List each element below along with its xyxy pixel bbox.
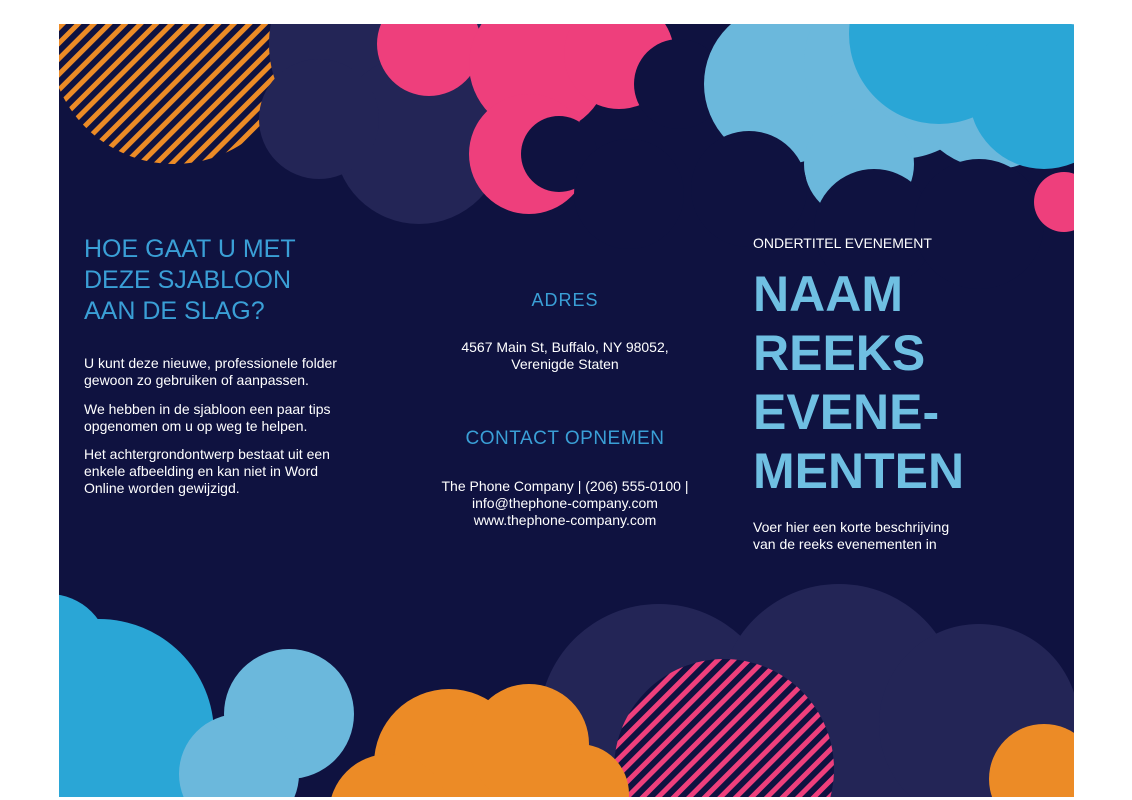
paragraph-line: opgenomen om u op weg te helpen. — [84, 418, 308, 434]
left-paragraph-3 — [84, 446, 384, 497]
event-title-line: MENTEN — [753, 443, 965, 499]
contact-heading: CONTACT OPNEMEN — [465, 428, 665, 449]
brochure-page — [59, 24, 1074, 797]
contact-line-website: www.thephone-company.com — [473, 512, 657, 528]
paragraph-line: Het achtergrondontwerp bestaat uit een — [84, 446, 330, 462]
paragraph-line: gewoon zo gebruiken of aanpassen. — [84, 372, 309, 388]
event-subtitle: ONDERTITEL EVENEMENT — [753, 235, 932, 251]
left-heading-line: AAN DE SLAG? — [84, 297, 265, 325]
event-title-line: EVENE- — [753, 384, 940, 440]
event-title-line: NAAM — [753, 266, 903, 322]
paragraph-line: U kunt deze nieuwe, professionele folder — [84, 355, 337, 371]
event-title-line: REEKS — [753, 325, 926, 381]
address-heading: ADRES — [531, 290, 599, 310]
contact-line-phone: The Phone Company | (206) 555-0100 | — [441, 478, 689, 494]
left-heading-line: DEZE SJABLOON — [84, 266, 291, 294]
left-heading-line: HOE GAAT U MET — [84, 235, 296, 263]
event-description-line: Voer hier een korte beschrijving — [753, 519, 950, 535]
left-paragraph-1 — [84, 355, 384, 389]
paragraph-line: Online worden gewijzigd. — [84, 480, 240, 496]
paragraph-line: enkele afbeelding en kan niet in Word — [84, 463, 319, 479]
striped-circle-top-left — [59, 24, 299, 164]
contact-line-email: info@thephone-company.com — [472, 495, 658, 511]
address-line: 4567 Main St, Buffalo, NY 98052, — [461, 339, 669, 355]
left-paragraph-2 — [84, 401, 384, 435]
address-line: Verenigde Staten — [511, 356, 619, 372]
paragraph-line: We hebben in de sjabloon een paar tips — [84, 401, 331, 417]
left-heading — [84, 234, 364, 327]
event-description-line: van de reeks evenementen in — [753, 536, 937, 552]
